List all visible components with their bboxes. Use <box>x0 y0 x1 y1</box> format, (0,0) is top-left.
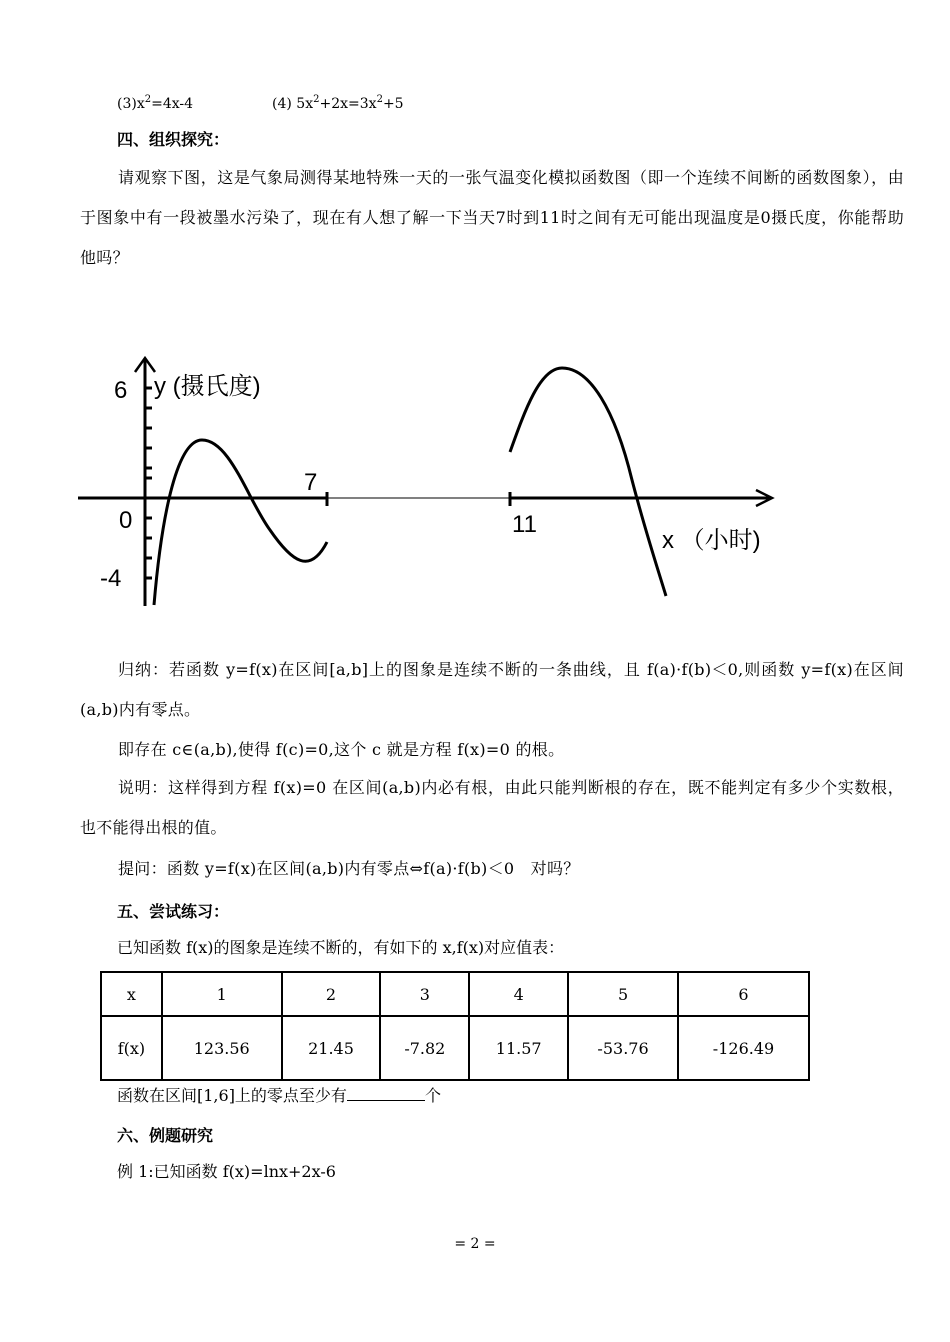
exponent: 2 <box>144 94 152 105</box>
table-cell: 123.56 <box>162 1016 282 1080</box>
table-cell: -126.49 <box>678 1016 809 1080</box>
zero-count-question <box>117 1086 441 1106</box>
equation-3-base: x <box>136 96 145 112</box>
table-cell: 4 <box>469 972 568 1016</box>
y-tick-0: 0 <box>119 507 133 534</box>
x-tick-7: 7 <box>304 469 318 496</box>
table-cell: f(x) <box>101 1016 162 1080</box>
section-6-title: 六、例题研究 <box>117 1126 214 1145</box>
table-row <box>101 1016 809 1080</box>
summary-existence: 即存在 c∈(a,b),使得 f(c)=0,这个 c 就是方程 f(x)=0 的根。 <box>118 740 565 759</box>
table-cell: 21.45 <box>282 1016 381 1080</box>
page-number: = 2 = <box>454 1236 496 1252</box>
table-cell: x <box>101 972 162 1016</box>
section-5-title: 五、尝试练习： <box>117 902 230 921</box>
table-cell: 6 <box>678 972 809 1016</box>
equation-4-term-c: +5 <box>382 96 404 112</box>
value-table <box>100 971 810 1081</box>
table-cell: 1 <box>162 972 282 1016</box>
equation-4-term-a: 5x <box>296 96 314 112</box>
y-tick-minus-4: -4 <box>100 565 122 592</box>
section-4-intro: 请观察下图，这是气象局测得某地特殊一天的一张气温变化模拟函数图（即一个连续不间断的函数图象），由于图象中有一段被墨水污染了，现在有人想了解一下当天7时到11时之间有无可能出现温度是0摄氏度，你能帮助他吗？ <box>80 168 904 267</box>
table-cell: -7.82 <box>380 1016 469 1080</box>
exponent: 2 <box>376 94 383 105</box>
equation-3 <box>117 94 193 114</box>
y-axis-label: y (摄氏度) <box>154 373 261 400</box>
question-text: 函数在区间[1,6]上的零点至少有 <box>117 1086 347 1105</box>
y-tick-6: 6 <box>114 377 128 404</box>
x-axis-label: x （小时) <box>662 527 761 554</box>
summary-conclusion: 归纳：若函数 y=f(x)在区间[a,b]上的图象是连续不断的一条曲线，且 f(a)·f(b)＜0,则函数 y=f(x)在区间(a,b)内有零点。 <box>80 660 904 719</box>
x-tick-11: 11 <box>512 511 537 538</box>
table-row <box>101 972 809 1016</box>
equation-4-label: (4) <box>272 96 292 112</box>
equation-4 <box>272 94 404 114</box>
equation-4-term-b: +2x=3x <box>319 96 377 112</box>
example-1: 例 1:已知函数 f(x)=lnx+2x-6 <box>117 1162 336 1181</box>
exponent: 2 <box>313 94 320 105</box>
temperature-graph <box>70 350 790 612</box>
temperature-curve-right <box>510 368 666 596</box>
equation-3-rest: =4x-4 <box>151 96 194 112</box>
summary-note: 说明：这样得到方程 f(x)=0 在区间(a,b)内必有根，由此只能判断根的存在，既不能判定有多少个实数根，也不能得出根的值。 <box>80 778 904 837</box>
summary-question: 提问：函数 y=f(x)在区间(a,b)内有零点⇔f(a)·f(b)＜0 对吗？ <box>118 859 580 878</box>
temperature-curve-left <box>154 440 327 605</box>
table-cell: 5 <box>568 972 678 1016</box>
table-cell: 11.57 <box>469 1016 568 1080</box>
equation-3-label: (3) <box>117 96 137 112</box>
section-5-intro: 已知函数 f(x)的图象是连续不断的，有如下的 x,f(x)对应值表： <box>117 938 565 957</box>
answer-blank[interactable] <box>347 1086 425 1101</box>
table-cell: 3 <box>380 972 469 1016</box>
table-cell: 2 <box>282 972 381 1016</box>
question-suffix: 个 <box>424 1086 441 1105</box>
table-cell: -53.76 <box>568 1016 678 1080</box>
section-4-title: 四、组织探究： <box>117 130 230 149</box>
